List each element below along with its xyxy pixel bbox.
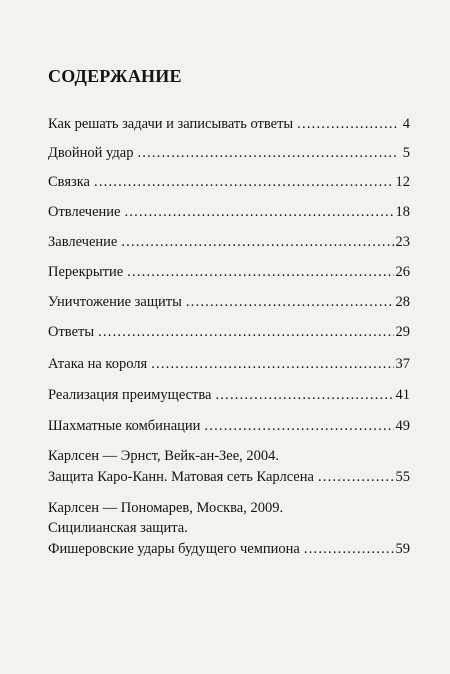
toc-entry-page: 37	[395, 356, 410, 372]
leader-dots	[94, 174, 394, 191]
toc-entry-title: Уничтожение защиты	[48, 294, 182, 310]
toc-entry-page: 49	[395, 418, 410, 434]
toc-entry-title: Фишеровские удары будущего чемпиона	[48, 541, 300, 557]
toc-entry-page: 59	[395, 541, 410, 557]
toc-entry	[48, 418, 410, 435]
leader-dots	[127, 264, 393, 281]
leader-dots	[137, 145, 398, 162]
leader-dots	[121, 234, 393, 251]
leader-dots	[304, 541, 394, 558]
toc-entry-title: Перекрытие	[48, 264, 124, 280]
toc-entry-page: 23	[395, 234, 410, 250]
leader-dots	[318, 469, 394, 486]
toc-entry	[48, 469, 410, 486]
toc-entry-title: Шахматные комбинации	[48, 418, 201, 434]
toc-entry	[48, 145, 410, 162]
toc-entry-page: 28	[395, 294, 410, 310]
toc-entry-title: Двойной удар	[48, 145, 134, 161]
leader-dots	[124, 204, 393, 221]
toc-entry-title: Атака на короля	[48, 356, 148, 372]
toc-entry-title: Защита Каро-Канн. Матовая сеть Карлсена	[48, 469, 314, 485]
toc-entry-page: 4	[402, 116, 410, 132]
toc-entry-title: Отвлечение	[48, 204, 121, 220]
toc-entry-page: 5	[402, 145, 410, 161]
game-heading: Карлсен — Пономарев, Москва, 2009.	[48, 500, 284, 516]
leader-dots	[215, 387, 393, 404]
toc-entry	[48, 324, 410, 341]
toc-entry-page: 26	[395, 264, 410, 280]
leader-dots	[204, 418, 393, 435]
toc-entry	[48, 294, 410, 311]
toc-entry	[48, 116, 410, 133]
toc-entry-page: 55	[395, 469, 410, 485]
toc-entry	[48, 234, 410, 251]
leader-dots	[98, 324, 393, 341]
toc-entry	[48, 264, 410, 281]
toc-entry-page: 29	[395, 324, 410, 340]
toc-entry-page: 12	[395, 174, 410, 190]
toc-entry-title: Ответы	[48, 324, 95, 340]
game-heading: Карлсен — Эрнст, Вейк-ан-Зее, 2004.	[48, 448, 280, 464]
toc-entry-page: 18	[395, 204, 410, 220]
toc-entry	[48, 356, 410, 373]
toc-entry-page: 41	[395, 387, 410, 403]
toc-entry	[48, 174, 410, 191]
toc-entry	[48, 204, 410, 221]
leader-dots	[186, 294, 394, 311]
toc-entry	[48, 387, 410, 404]
toc-entry-title: Как решать задачи и записывать ответы	[48, 116, 294, 132]
toc-entry-title: Завлечение	[48, 234, 118, 250]
toc-entry	[48, 541, 410, 558]
leader-dots	[297, 116, 398, 133]
toc-entry-title: Связка	[48, 174, 90, 190]
page-title: СОДЕРЖАНИЕ	[48, 66, 182, 86]
leader-dots	[151, 356, 393, 373]
game-opening: Сицилианская защита.	[48, 520, 188, 536]
toc-entry-title: Реализация преимущества	[48, 387, 212, 403]
